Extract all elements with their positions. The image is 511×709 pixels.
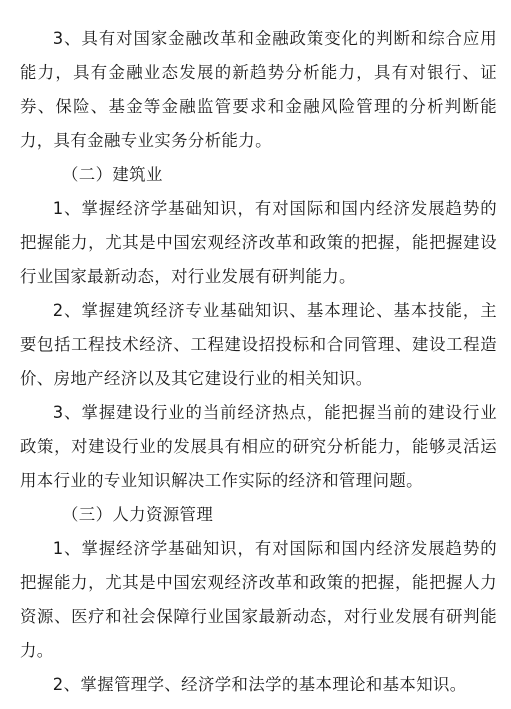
paragraph-construction-2: 2、掌握建筑经济专业基础知识、基本理论、基本技能，主要包括工程技术经济、工程建设招投标和合同管理、建设工程造价、房地产经济以及其它建设行业的相关知识。	[20, 301, 497, 388]
paragraph-hr-1: 1、掌握经济学基础知识，有对国际和国内经济发展趋势的把握能力，尤其是中国宏观经济改革和政策的把握，能把握人力资源、医疗和社会保障行业国家最新动态，对行业发展有研判能力。	[20, 539, 497, 660]
paragraph-finance-3: 3、具有对国家金融改革和金融政策变化的判断和综合应用能力，具有金融业态发展的新趋势分析能力，具有对银行、证券、保险、基金等金融监管要求和金融风险管理的分析判断能力，具有金融专业实务分析能力。	[20, 29, 497, 150]
paragraph-construction-1: 1、掌握经济学基础知识，有对国际和国内经济发展趋势的把握能力，尤其是中国宏观经济改革和政策的把握，能把握建设行业国家最新动态，对行业发展有研判能力。	[20, 199, 497, 286]
paragraph-hr-2: 2、掌握管理学、经济学和法学的基本理论和基本知识。	[52, 675, 467, 694]
section-heading-human-resources: （三）人力资源管理	[62, 505, 214, 524]
section-heading-construction: （二）建筑业	[62, 165, 163, 184]
paragraph-construction-3: 3、掌握建设行业的当前经济热点，能把握当前的建设行业政策，对建设行业的发展具有相应的研究分析能力，能够灵活运用本行业的专业知识解决工作实际的经济和管理问题。	[20, 403, 497, 490]
